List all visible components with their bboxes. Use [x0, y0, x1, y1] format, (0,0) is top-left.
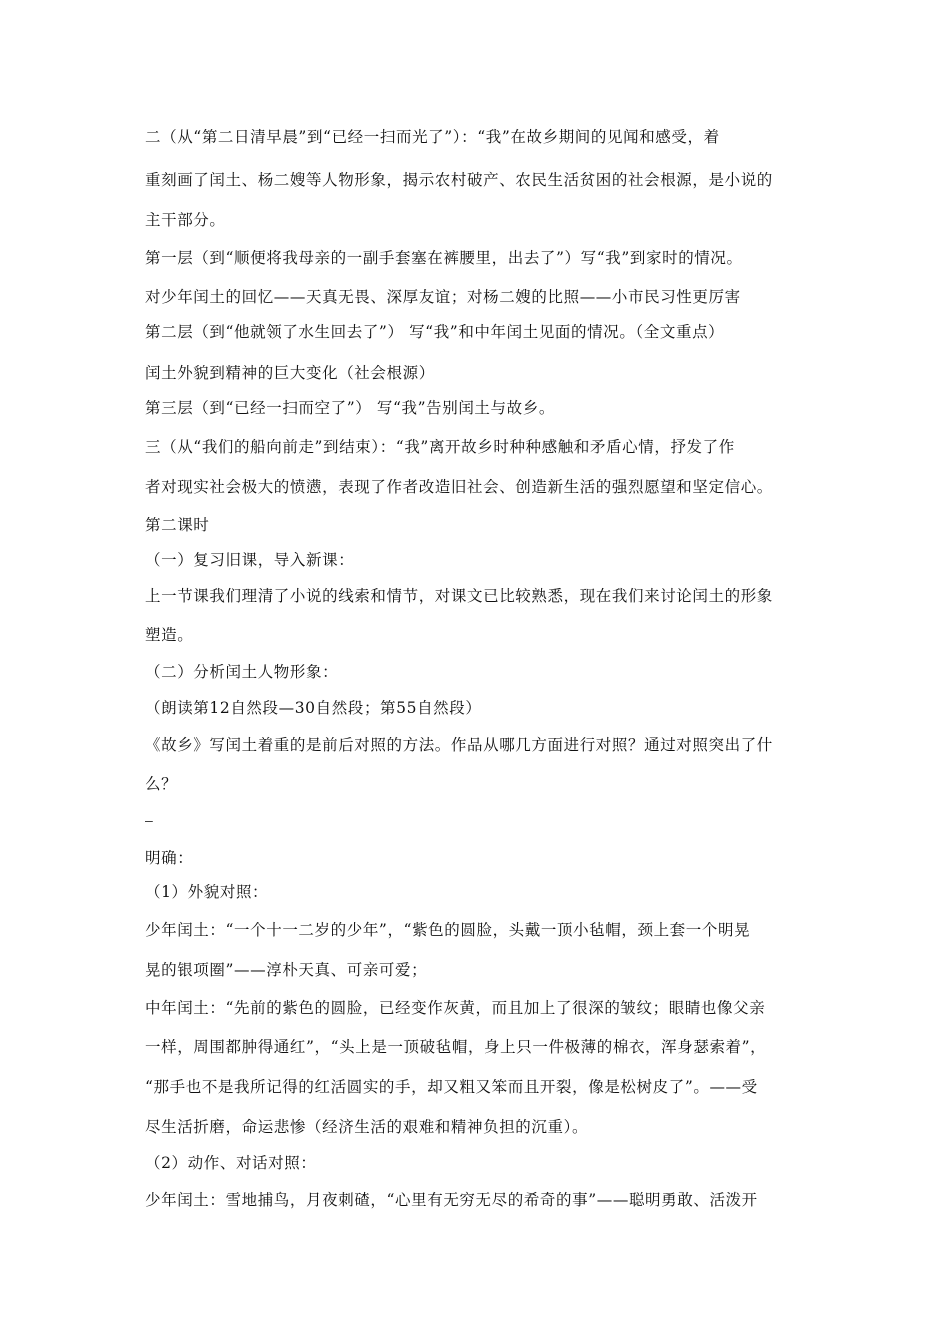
text-line: “那手也不是我所记得的红活圆实的手，却又粗又笨而且开裂，像是松树皮了”。——受	[145, 1078, 758, 1096]
text-line: 对少年闰土的回忆——天真无畏、深厚友谊；对杨二嫂的比照——小市民习性更厉害	[145, 288, 741, 306]
text-line: 闰土外貌到精神的巨大变化（社会根源）	[145, 364, 435, 382]
text-line: 少年闰土：雪地捕鸟，月夜刺碴，“心里有无穷无尽的希奇的事”——聪明勇敢、活泼开	[145, 1191, 758, 1209]
text-line: 者对现实社会极大的愤懑，表现了作者改造旧社会、创造新生活的强烈愿望和坚定信心。	[145, 478, 773, 496]
dash-mark: –	[145, 812, 153, 828]
text-line: 塑造。	[145, 626, 194, 644]
text-line: 第三层（到“已经一扫而空了”） 写“我”告别闰土与故乡。	[145, 399, 555, 417]
text-line: 尽生活折磨，命运悲惨（经济生活的艰难和精神负担的沉重）。	[145, 1118, 589, 1136]
text-line: 么？	[145, 775, 178, 793]
text-line: （1）外貌对照：	[145, 883, 269, 901]
text-line: 《故乡》写闰土着重的是前后对照的方法。作品从哪几方面进行对照？通过对照突出了什	[145, 736, 773, 754]
text-line: （一）复习旧课，导入新课：	[145, 551, 355, 569]
text-line: 二（从“第二日清早晨”到“已经一扫而光了”）：“我”在故乡期间的见闻和感受，着	[145, 128, 720, 146]
text-line: 一样，周围都肿得通红”，“头上是一顶破毡帽，身上只一件极薄的棉衣，浑身瑟索着”，	[145, 1038, 767, 1056]
text-line: （2）动作、对话对照：	[145, 1154, 317, 1172]
text-line: 重刻画了闰土、杨二嫂等人物形象，揭示农村破产、农民生活贫困的社会根源，是小说的	[145, 171, 773, 189]
text-line: 明确：	[145, 849, 194, 867]
text-line: 少年闰土：“一个十一二岁的少年”，“紫色的圆脸，头戴一顶小毡帽，颈上套一个明晃	[145, 921, 751, 939]
text-line: 三（从“我们的船向前走”到结束）：“我”离开故乡时种种感触和矛盾心情，抒发了作	[145, 438, 735, 456]
text-line: （朗读第12自然段—30自然段；第55自然段）	[145, 699, 482, 717]
text-line: 中年闰土：“先前的紫色的圆脸，已经变作灰黄，而且加上了很深的皱纹；眼睛也像父亲	[145, 999, 766, 1017]
text-line: 第二层（到“他就领了水生回去了”） 写“我”和中年闰土见面的情况。（全文重点）	[145, 323, 725, 341]
text-line: 晃的银项圈”——淳朴天真、可亲可爱；	[145, 961, 428, 979]
text-line: 上一节课我们理清了小说的线索和情节，对课文已比较熟悉，现在我们来讨论闰土的形象	[145, 587, 773, 605]
text-line: 主干部分。	[145, 211, 226, 229]
section-heading: 第二课时	[145, 516, 210, 534]
text-line: （二）分析闰土人物形象：	[145, 663, 339, 681]
text-line: 第一层（到“顺便将我母亲的一副手套塞在裤腰里，出去了”）写“我”到家时的情况。	[145, 249, 743, 267]
